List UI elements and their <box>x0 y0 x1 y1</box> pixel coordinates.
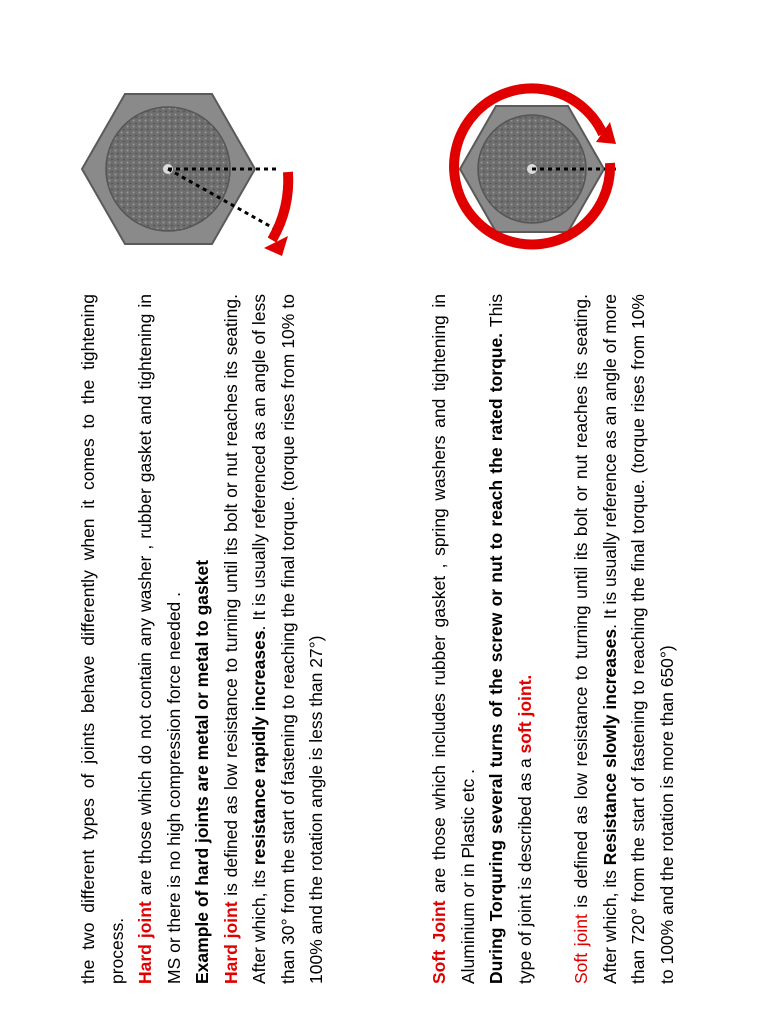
hard-joint-def-label: Hard joint <box>220 901 241 984</box>
soft-joint-text: are those which includes rubber gasket , spring washers and tightening in Aluminium or in Plastic etc . <box>429 294 478 984</box>
during-bold: During Torquring several turns of the screw or nut to reach the rated torque. <box>486 332 506 984</box>
during-red: soft joint. <box>514 674 535 754</box>
soft-def-text-2: . It is usually reference as an angle of more than 720° from the start of fastening to reaching the final torque. (torque rises from 10% to 100% and the rotation is more than 650°) <box>599 294 677 984</box>
during-text: This type of joint is described as a <box>486 294 535 984</box>
soft-joint-section <box>425 294 681 984</box>
hard-joint-section <box>74 294 331 984</box>
example-heading: Example of hard joints are metal or metal to gasket <box>192 559 212 984</box>
soft-joint-label: Soft Joint <box>429 900 449 984</box>
during-paragraph <box>482 294 539 984</box>
hard-joint-definition <box>217 294 331 984</box>
soft-joint-definition <box>567 294 681 984</box>
hard-joint-label: Hard joint <box>135 901 155 984</box>
intro-paragraph: the two different types of joints behave differently when it comes to the tightening process. <box>78 294 127 984</box>
soft-joint-def-label: Soft joint <box>571 914 591 984</box>
soft-def-bold: Resistance slowly increases <box>599 628 620 866</box>
spacer <box>539 294 567 984</box>
soft-joint-paragraph <box>425 294 482 984</box>
soft-def-text-1: is defined as low resistance to turning until its bolt or nut reaches its seating. After which, its <box>571 294 620 984</box>
hard-joint-text: are those which do not contain any washer , rubber gasket and tightening in MS or there is no high compression force needed . <box>135 294 184 984</box>
hard-def-bold: resistance rapidly increases <box>249 630 269 866</box>
hex-bolt-full-circle-icon <box>420 54 660 284</box>
rotation-arc <box>272 172 288 240</box>
hex-bolt-small-arc-icon <box>60 54 300 284</box>
hard-def-text-2: . It is usually referenced as an angle of less than 30° from the start of fastening to reaching the final torque. (torque rises from 10% to 100% and the rotation angle is less than 27°) <box>249 294 326 984</box>
hard-joint-paragraph <box>131 294 188 984</box>
hard-def-text-1: is defined as low resistance to turning until its bolt or nut reaches its seating. After which, its <box>220 294 269 984</box>
